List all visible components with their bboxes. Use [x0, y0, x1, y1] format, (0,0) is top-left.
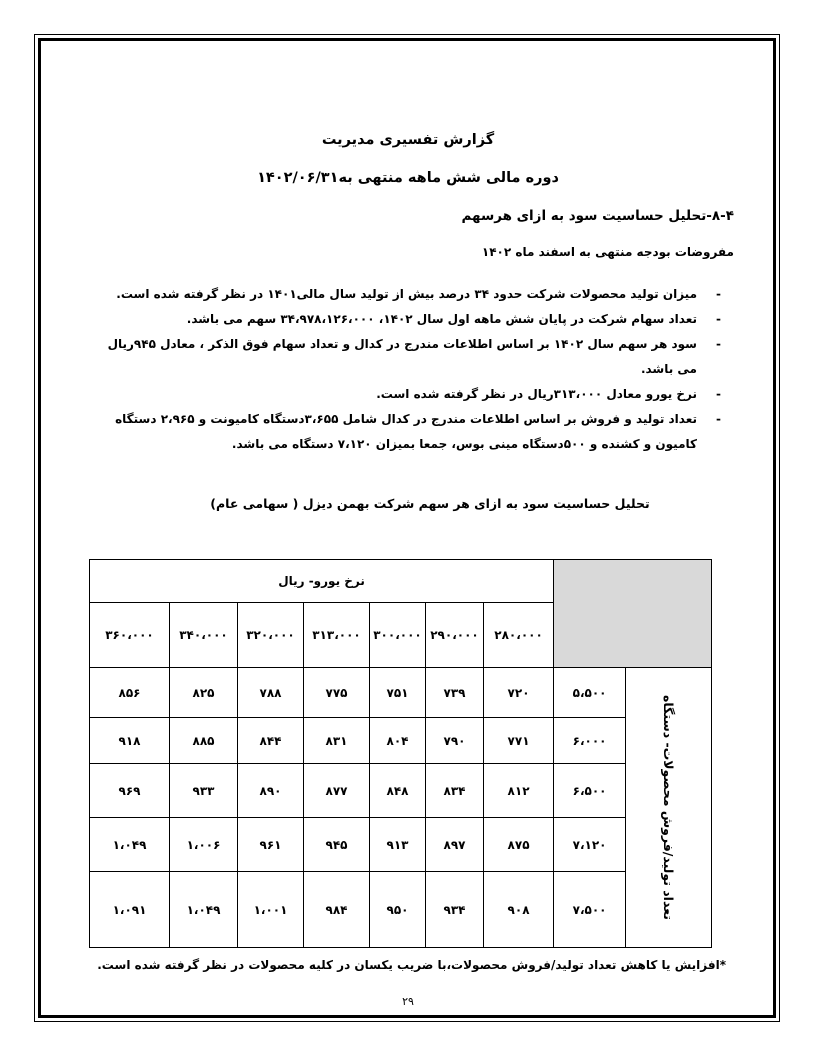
eps-cell: ۷۲۰ [484, 668, 554, 718]
eps-cell: ۸۴۴ [238, 718, 304, 764]
eps-cell: ۱،۰۰۱ [238, 872, 304, 948]
assumptions-heading: مفروضات بودجه منتهی به اسفند ماه ۱۴۰۲ [481, 245, 734, 259]
eps-cell: ۸۷۷ [304, 764, 370, 818]
eps-cell: ۸۹۷ [426, 818, 484, 872]
list-item-text: نرخ یورو معادل ۳۱۳،۰۰۰ریال در نظر گرفته شده است. [376, 387, 697, 401]
table-row [90, 872, 712, 948]
list-item [101, 282, 721, 307]
units-cell: ۵،۵۰۰ [554, 668, 626, 718]
bullet-marker: - [716, 337, 721, 351]
eps-cell: ۸۸۵ [170, 718, 238, 764]
eps-cell: ۸۰۴ [370, 718, 426, 764]
column-header: نرخ یورو- ریال [90, 560, 554, 603]
eps-cell: ۷۵۱ [370, 668, 426, 718]
page-number: ۲۹ [402, 995, 414, 1008]
table-row [90, 764, 712, 818]
row-header-label: تعداد تولید/فروش محصولات- دستگاه [661, 695, 677, 920]
bullet-marker: - [716, 387, 721, 401]
bullet-marker: - [716, 312, 721, 326]
list-item [101, 307, 721, 332]
eps-cell: ۹۴۵ [304, 818, 370, 872]
units-cell: ۶،۵۰۰ [554, 764, 626, 818]
eps-cell: ۹۱۳ [370, 818, 426, 872]
eps-cell: ۸۳۱ [304, 718, 370, 764]
assumptions-list [101, 282, 721, 457]
eps-cell: ۹۰۸ [484, 872, 554, 948]
euro-rate-header: ۳۰۰،۰۰۰ [370, 603, 426, 668]
list-item [101, 407, 721, 457]
table-row [90, 718, 712, 764]
euro-rate-header: ۳۶۰،۰۰۰ [90, 603, 170, 668]
corner-cell [554, 560, 712, 668]
eps-cell: ۱،۰۰۶ [170, 818, 238, 872]
eps-cell: ۸۱۲ [484, 764, 554, 818]
list-item [101, 332, 721, 382]
eps-cell: ۷۸۸ [238, 668, 304, 718]
units-cell: ۷،۱۲۰ [554, 818, 626, 872]
table-caption: تحلیل حساسیت سود به ازای هر سهم شرکت بهمن دیزل ( سهامی عام) [210, 496, 650, 511]
eps-cell: ۸۲۵ [170, 668, 238, 718]
eps-cell: ۹۳۳ [170, 764, 238, 818]
report-period: دوره مالی شش ماهه منتهی به۱۴۰۲/۰۶/۳۱ [257, 170, 559, 186]
eps-cell: ۷۷۵ [304, 668, 370, 718]
eps-cell: ۷۹۰ [426, 718, 484, 764]
eps-cell: ۹۱۸ [90, 718, 170, 764]
bullet-marker: - [716, 287, 721, 301]
eps-cell: ۸۷۵ [484, 818, 554, 872]
units-cell: ۶،۰۰۰ [554, 718, 626, 764]
eps-cell: ۸۵۶ [90, 668, 170, 718]
section-title: ۸-۴-تحلیل حساسیت سود به ازای هرسهم [461, 208, 734, 224]
eps-cell: ۹۵۰ [370, 872, 426, 948]
eps-cell: ۹۳۴ [426, 872, 484, 948]
eps-cell: ۱،۰۹۱ [90, 872, 170, 948]
row-header [626, 668, 712, 948]
eps-cell: ۸۳۴ [426, 764, 484, 818]
eps-cell: ۷۳۹ [426, 668, 484, 718]
euro-rate-header: ۳۴۰،۰۰۰ [170, 603, 238, 668]
eps-cell: ۱،۰۴۹ [170, 872, 238, 948]
table-row [90, 818, 712, 872]
eps-cell: ۹۸۴ [304, 872, 370, 948]
units-cell: ۷،۵۰۰ [554, 872, 626, 948]
report-title: گزارش تفسیری مدیریت [321, 132, 495, 148]
eps-cell: ۸۹۰ [238, 764, 304, 818]
list-item-text: تعداد تولید و فروش بر اساس اطلاعات مندرج در کدال شامل ۳،۶۵۵دستگاه کامیونت و ۲،۹۶۵ دستگاه کامیون و کشنده و ۵۰۰دستگاه مینی بوس، جمعا بمیزان ۷،۱۲۰ دستگاه می باشد. [115, 412, 697, 451]
euro-rate-header: ۳۱۳،۰۰۰ [304, 603, 370, 668]
bullet-marker: - [716, 412, 721, 426]
euro-rate-header: ۲۹۰،۰۰۰ [426, 603, 484, 668]
euro-rate-header: ۲۸۰،۰۰۰ [484, 603, 554, 668]
table-row [90, 668, 712, 718]
eps-cell: ۷۷۱ [484, 718, 554, 764]
list-item-text: سود هر سهم سال ۱۴۰۲ بر اساس اطلاعات مندرج در کدال و تعداد سهام فوق الذکر ، معادل ۹۴۵ریال می باشد. [107, 337, 697, 376]
list-item-text: تعداد سهام شرکت در پایان شش ماهه اول سال ۱۴۰۲، ۳۴،۹۷۸،۱۲۶،۰۰۰ سهم می باشد. [186, 312, 697, 326]
eps-cell: ۹۶۹ [90, 764, 170, 818]
sensitivity-table [89, 559, 712, 948]
eps-cell: ۸۴۸ [370, 764, 426, 818]
eps-cell: ۹۶۱ [238, 818, 304, 872]
list-item-text: میزان تولید محصولات شرکت حدود ۳۴ درصد بیش از تولید سال مالی۱۴۰۱ در نظر گرفته شده است. [116, 287, 697, 301]
eps-cell: ۱،۰۴۹ [90, 818, 170, 872]
list-item [101, 382, 721, 407]
euro-rate-header: ۳۲۰،۰۰۰ [238, 603, 304, 668]
footnote: *افزایش یا کاهش تعداد تولید/فروش محصولات،با ضریب یکسان در کلیه محصولات در نظر گرفته شده است. [97, 958, 726, 972]
